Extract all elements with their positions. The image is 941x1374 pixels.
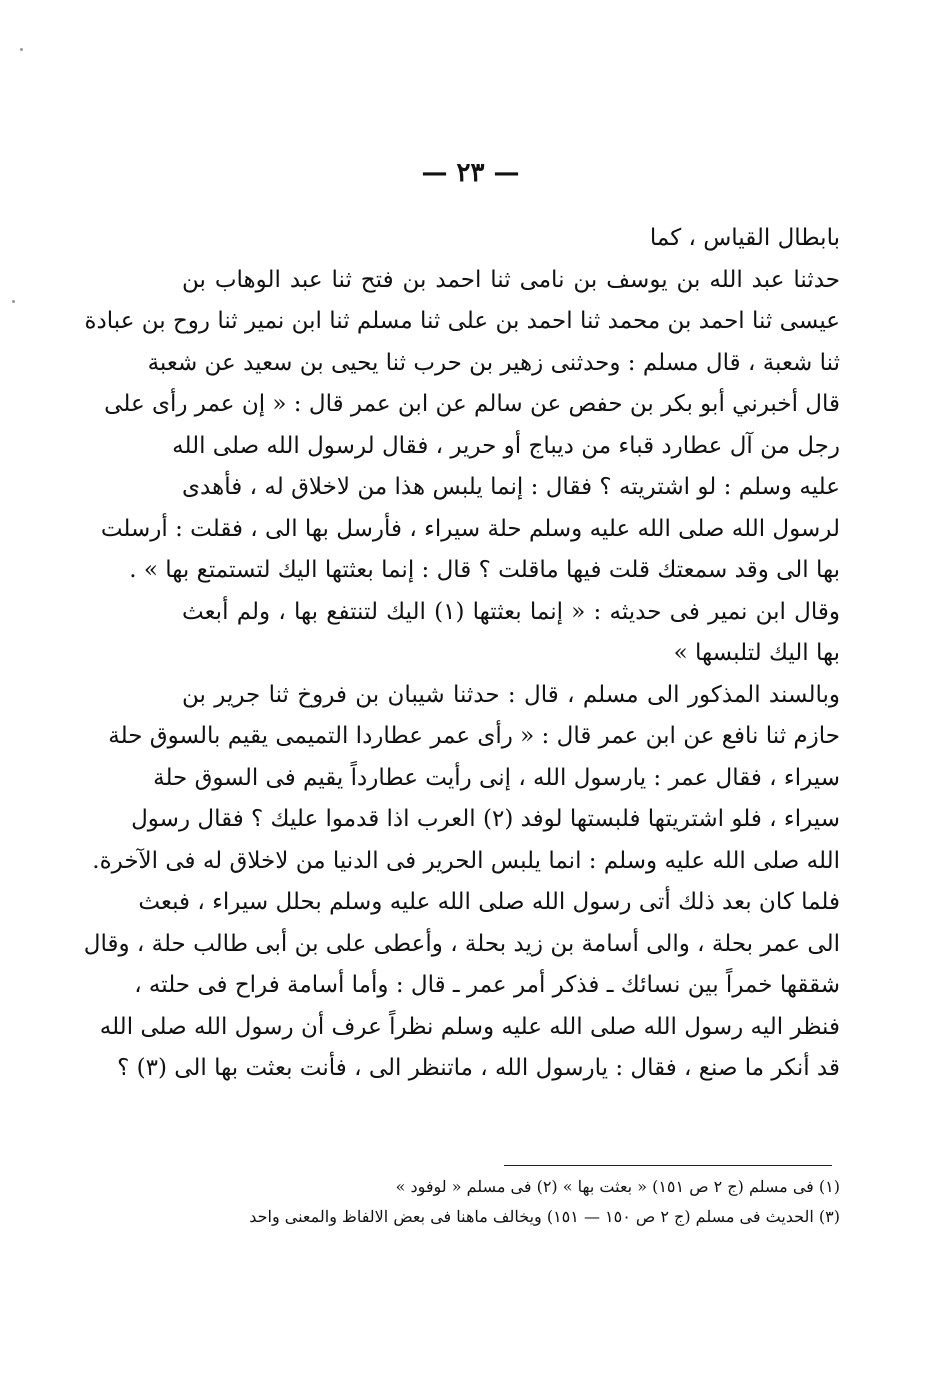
- scan-speck: [12, 300, 15, 303]
- text-line: بابطال القياس ، كما: [649, 225, 840, 251]
- text-line: شققها خمراً بين نسائك ـ فذكر أمر عمر ـ قال : وأما أسامة فراح فى حلته ،: [134, 972, 840, 998]
- text-line: لرسول الله صلى الله عليه وسلم حلة سيراء ، فأرسل بها الى ، فقلت : أرسلت: [100, 515, 840, 542]
- text-line: عليه وسلم : لو اشتريته ؟ فقال : إنما يلبس هذا من لاخلاق له ، فأهدى: [182, 474, 840, 500]
- text-line: قال أخبرني أبو بكر بن حفص عن سالم عن ابن عمر قال : « إن عمر رأى على: [104, 391, 840, 417]
- text-line: فلما كان بعد ذلك أتى رسول الله صلى الله عليه وسلم بحلل سيراء ، فبعث: [138, 889, 840, 915]
- text-line: وقال ابن نمير فى حديثه : « إنما بعثتها (١) اليك لتنتفع بها ، ولم أبعث: [182, 598, 840, 625]
- footnotes: [182, 1172, 840, 1232]
- text-line: وبالسند المذكور الى مسلم ، قال : حدثنا شيبان بن فروخ ثنا جرير بن: [182, 681, 840, 708]
- footnote-line: (٣) الحديث فى مسلم (ج ٢ ص ١٥٠ — ١٥١) ويخالف ماهنا فى بعض الالفاظ والمعنى واحد: [249, 1207, 840, 1226]
- text-line: فنظر اليه رسول الله صلى الله عليه وسلم نظراً عرف أن رسول الله صلى الله: [99, 1013, 840, 1040]
- text-line: الله صلى الله عليه وسلم : انما يلبس الحرير فى الدنيا من لاخلاق له فى الآخرة.: [92, 847, 840, 874]
- text-line: عيسى ثنا احمد بن محمد ثنا احمد بن على ثنا مسلم ثنا ابن نمير ثنا روح بن عبادة: [84, 308, 840, 334]
- text-line: الى عمر بحلة ، والى أسامة بن زيد بحلة ، وأعطى على بن أبى طالب حلة ، وقال: [83, 930, 840, 957]
- text-line: حازم ثنا نافع عن ابن عمر قال : « رأى عمر عطاردا التميمى يقيم بالسوق حلة: [108, 723, 840, 749]
- text-line: بها اليك لتلبسها »: [673, 640, 840, 666]
- footnote-separator: [504, 1165, 832, 1166]
- text-line: حدثنا عبد الله بن يوسف بن نامى ثنا احمد بن فتح ثنا عبد الوهاب بن: [182, 266, 840, 293]
- scan-speck: [20, 48, 23, 51]
- text-line: سيراء ، فلو اشتريتها فلبستها لوفد (٢) العرب اذا قدموا عليك ؟ فقال رسول: [131, 806, 840, 832]
- text-line: بها الى وقد سمعتك قلت فيها ماقلت ؟ قال : إنما بعثتها اليك لتستمتع بها » .: [129, 557, 840, 583]
- text-line: ثنا شعبة ، قال مسلم : وحدثنى زهير بن حرب ثنا يحيى بن سعيد عن شعبة: [147, 349, 840, 376]
- main-text: [83, 218, 840, 1090]
- footnote-line: (١) فى مسلم (ج ٢ ص ١٥١) « بعثت بها » (٢) فى مسلم « لوفود »: [395, 1177, 840, 1196]
- text-line: سيراء ، فقال عمر : يارسول الله ، إنى رأيت عطارداً يقيم فى السوق حلة: [153, 764, 840, 791]
- text-line: رجل من آل عطارد قباء من ديباج أو حرير ، فقال لرسول الله صلى الله: [172, 432, 840, 459]
- page-number: — ٢٣ —: [421, 158, 520, 188]
- text-line: قد أنكر ما صنع ، فقال : يارسول الله ، ماتنظر الى ، فأنت بعثت بها الى (٣) ؟: [117, 1055, 840, 1081]
